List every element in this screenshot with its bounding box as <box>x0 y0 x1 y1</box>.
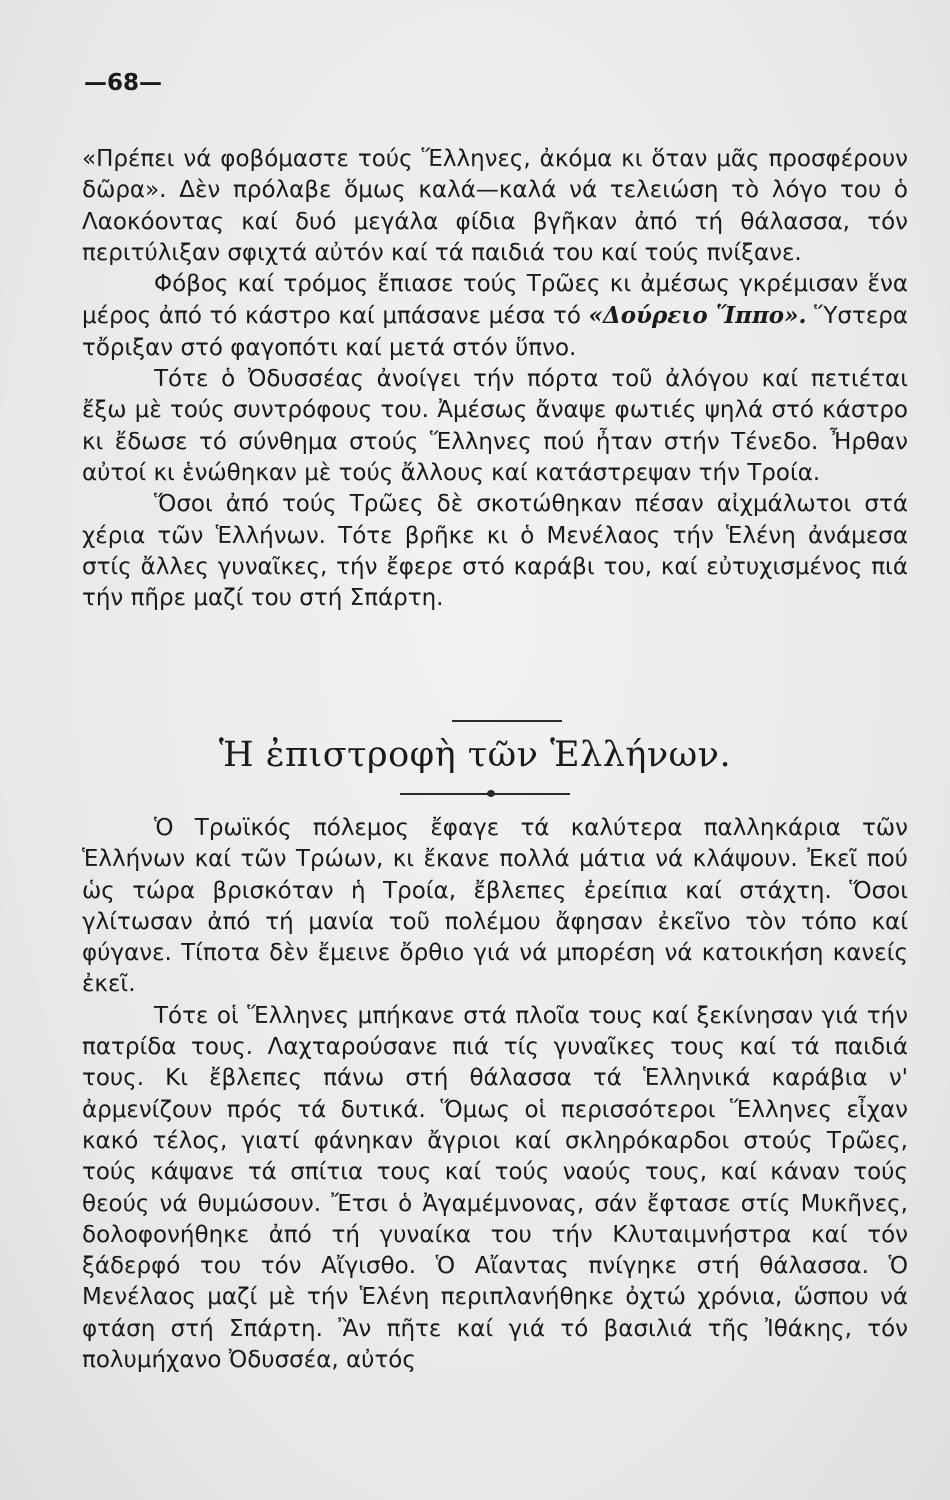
divider-ornament <box>487 790 495 797</box>
chapter-title: Ἡ ἐπιστροφὴ τῶν Ἑλλήνων. <box>218 735 732 775</box>
paragraph: «Πρέπει νά φοβόμαστε τούς Ἕλληνες, ἀκόμα κι ὅταν μᾶς προσφέρουν δῶρα». Δὲν πρόλαβε ὅμως καλά—καλά νά τελειώση τὸ λόγο του ὁ Λαοκόοντας καί δυό μεγάλα φίδια βγῆκαν ἀπό τή θάλασσα, τόν περιτύλιξαν σφιχτά αὐτόν καί τά παιδιά του καί τούς πνίξανε. <box>82 146 908 266</box>
italic-phrase: «Δούρειο Ἵππο». <box>588 302 807 330</box>
paragraph: Ὅσοι ἀπό τούς Τρῶες δὲ σκοτώθηκαν πέσαν αἰχμάλωτοι στά χέρια τῶν Ἑλλήνων. Τότε βρῆκε κι ὁ Μενέλαος τήν Ἑλένη ἀνάμεσα στίς ἄλλες γυναῖκες, τήν ἔφερε στό καράβι του, καί εὐτυχισμένος πιά τήν πῆρε μαζί του στή Σπάρτη. <box>82 491 908 612</box>
paragraph-text: Ὕστερα τὄριξαν στό φαγοπότι καί μετά στόν ὕπνο. <box>82 303 909 361</box>
divider-rule <box>400 793 570 795</box>
paragraph: Τότε ὁ Ὀδυσσέας ἀνοίγει τήν πόρτα τοῦ ἀλόγου καί πετιέται ἔξω μὲ τούς συντρόφους του. Ἀμέσως ἄναψε φωτιές ψηλά στό κάστρο κι ἔδωσε τό σύνθημα στούς Ἕλληνες πού ἦταν στήν Τένεδο. Ἦρθαν αὐτοί κι ἑνώθηκαν μὲ τούς ἄλλους καί κατάστρεψαν τήν Τροία. <box>82 366 908 486</box>
divider-rule <box>452 720 562 722</box>
text-block-bottom <box>82 813 908 1376</box>
paragraph-text: Φόβος καί τρόμος ἔπιασε τούς Τρῶες κι ἀμέσως γκρέμισαν ἕνα μέρος ἀπό τό κάστρο καί μπάσανε μέσα τό <box>82 271 908 330</box>
page-number: —68— <box>84 70 163 96</box>
paragraph: Τότε οἱ Ἕλληνες μπήκανε στά πλοῖα τους καί ξεκίνησαν γιά τήν πατρίδα τους. Λαχταρούσανε πιά τίς γυναῖκες τους καί τά παιδιά τους. Κι ἔβλεπες πάνω στή θάλασσα τά Ἑλληνικά καράβια ν' ἀρμενίζουν πρός τά δυτικά. Ὅμως οἱ περισσότεροι Ἕλληνες εἶχαν κακό τέλος, γιατί φάνηκαν ἄγριοι καί σκληρόκαρδοι στούς Τρῶες, τούς κάψανε τά σπίτια τους καί τούς ναούς τους, καί κάναν τούς θεούς νά θυμώσουν. Ἔτσι ὁ Ἀγαμέμνονας, σάν ἔφτασε στίς Μυκῆνες, δολοφονήθηκε ἀπό τή γυναίκα του τήν Κλυταιμνήστρα καί τόν ξάδερφό του τόν Αἴγισθο. Ὁ Αἴαντας πνίγηκε στή θάλασσα. Ὁ Μενέλαος μαζί μὲ τήν Ἑλένη περιπλανήθηκε ὀχτώ χρόνια, ὥσπου νά φτάση στή Σπάρτη. Ἂν πῆτε καί γιά τό βασιλιά τῆς Ἰθάκης, τόν πολυμήχανο Ὀδυσσέα, αὐτός <box>82 1002 908 1374</box>
text-block-top <box>82 144 908 614</box>
paragraph <box>82 269 908 364</box>
paragraph: Ὁ Τρωϊκός πόλεμος ἔφαγε τά καλύτερα παλληκάρια τῶν Ἑλλήνων καί τῶν Τρώων, κι ἔκανε πολλά μάτια νά κλάψουν. Ἐκεῖ πού ὡς τώρα βρισκόταν ἡ Τροία, ἔβλεπες ἐρείπια καί στάχτη. Ὅσοι γλίτωσαν ἀπό τή μανία τοῦ πολέμου ἄφησαν ἐκεῖνο τὸν τόπο καί φύγανε. Τίποτα δὲν ἔμεινε ὄρθιο γιά νά μπορέση νά κατοικήση κανείς ἐκεῖ. <box>82 815 908 998</box>
